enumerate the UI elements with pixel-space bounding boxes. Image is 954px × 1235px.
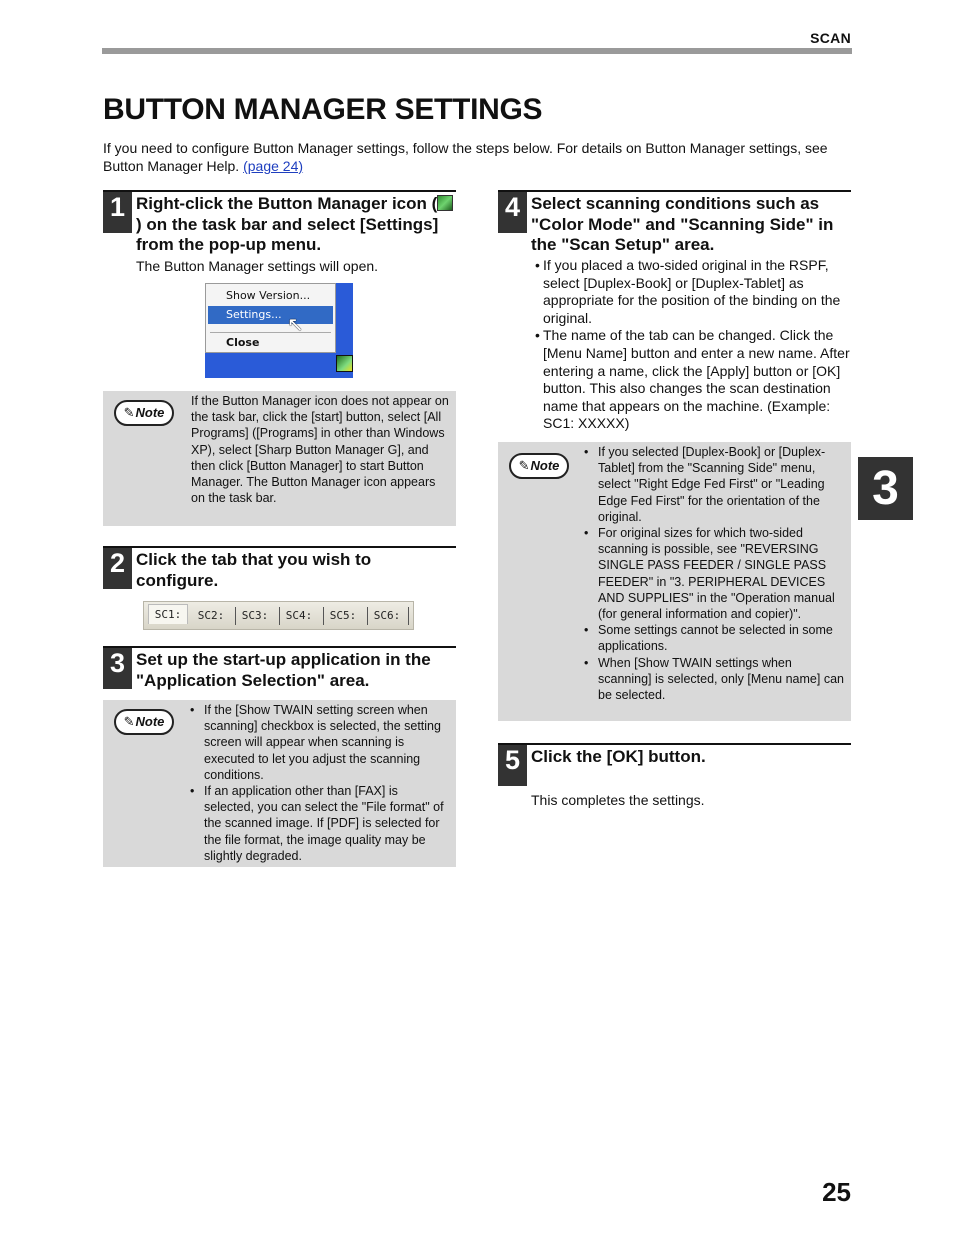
step-4-bullets — [535, 257, 851, 433]
menu-separator — [210, 332, 331, 333]
page-number: 25 — [822, 1177, 851, 1207]
list-item: • Some settings cannot be selected in some applications. — [584, 622, 844, 654]
step-title: Select scanning conditions such as "Color Mode" and "Scanning Side" in the "Scan Setup" area. — [531, 194, 834, 254]
tab-sc5[interactable]: SC5: — [329, 609, 357, 622]
step-title — [136, 194, 456, 256]
list-item: • If an application other than [FAX] is selected, you can select the "File format" of the scanned image. If [PDF] is selected for the file format, the image quality may be slightly degraded. — [190, 783, 450, 864]
step-title-part: Right-click the Button Manager icon ( — [136, 194, 438, 213]
step-4-note — [498, 442, 851, 721]
header-rule — [102, 48, 852, 54]
tab-sc1[interactable]: SC1: — [148, 604, 188, 624]
step-number: 4 — [498, 192, 527, 233]
step-3-note — [103, 700, 456, 867]
step-2-header — [103, 546, 456, 590]
menu-item-settings[interactable]: Settings... — [208, 306, 333, 324]
note-badge — [114, 400, 174, 426]
page-title: BUTTON MANAGER SETTINGS — [103, 93, 543, 126]
pencil-icon: ✎ — [518, 458, 530, 473]
list-item: • If you selected [Duplex-Book] or [Duplex-Tablet] from the "Scanning Side" menu, select "Right Edge Fed First" or "Leading Edge Fed First" for the orientation of the original. — [584, 444, 844, 525]
step-5-body: This completes the settings. — [531, 792, 705, 808]
section-label: SCAN — [810, 30, 851, 46]
chapter-tab: 3 — [858, 457, 913, 520]
pencil-icon: ✎ — [123, 405, 135, 420]
step-title: Click the [OK] button. — [531, 747, 706, 766]
step-title: Click the tab that you wish to configure. — [136, 550, 372, 590]
step-1-header — [103, 190, 456, 252]
button-manager-icon — [437, 195, 453, 211]
tab-sc2[interactable]: SC2: — [197, 609, 225, 622]
tray-icon[interactable] — [336, 355, 353, 372]
tabs-screenshot — [143, 601, 414, 630]
list-item: • The name of the tab can be changed. Click the [Menu Name] button and enter a new name. After entering a name, click the [Apply] button or [OK] button. This also changes the scan destination name that appears on the machine. (Example: SC1: XXXXX) — [535, 327, 851, 433]
step-5-header — [498, 743, 851, 787]
note-text: If the Button Manager icon does not appear on the task bar, click the [start] button, select [All Programs] ([Programs] in other than Windows XP), select [Sharp Button Manager G], and then click [Button Manager] to start Button Manager. The Button Manager icon appears on the task bar. — [191, 394, 449, 506]
note-list — [584, 444, 844, 703]
note-label: Note — [135, 405, 165, 420]
step-1-note — [103, 391, 456, 526]
list-item: • For original sizes for which two-sided scanning is possible, see "REVERSING SINGLE PASS FEEDER / SINGLE PASS FEEDER" in "3. PERIPHERAL DEVICES AND SUPPLIES" in the "Operation manual (for general information and copier)". — [584, 525, 844, 622]
mouse-cursor-icon: ↖ — [287, 314, 304, 336]
page-link[interactable]: (page 24) — [243, 158, 304, 174]
menu-item-show-version[interactable]: Show Version... — [226, 289, 311, 302]
list-item: • If you placed a two-sided original in the RSPF, select [Duplex-Book] or [Duplex-Tablet] as appropriate for the position of the binding on the original. — [535, 257, 851, 327]
note-label: Note — [135, 714, 165, 729]
note-label: Note — [530, 458, 560, 473]
tab-sc3[interactable]: SC3: — [241, 609, 269, 622]
note-badge — [114, 709, 174, 735]
tab-sc4[interactable]: SC4: — [285, 609, 313, 622]
step-title-part: ) on the task bar and select [Settings] from the pop-up menu. — [136, 214, 439, 254]
step-number: 1 — [103, 192, 132, 233]
note-badge — [509, 453, 569, 479]
step-title: Set up the start-up application in the "Application Selection" area. — [136, 650, 431, 690]
menu-item-close[interactable]: Close — [226, 336, 260, 349]
step-number: 5 — [498, 745, 527, 786]
step-number: 3 — [103, 648, 132, 689]
list-item: • If the [Show TWAIN setting screen when scanning] checkbox is selected, the setting screen will appear when scanning is executed to let you adjust the scanning conditions. — [190, 702, 450, 783]
note-list — [190, 702, 450, 864]
list-item: • When [Show TWAIN settings when scanning] is selected, only [Menu name] can be selected. — [584, 655, 844, 704]
popup-menu — [205, 283, 336, 353]
tab-separator — [408, 607, 409, 625]
step-1-body: The Button Manager settings will open. — [136, 258, 379, 274]
pencil-icon: ✎ — [123, 714, 135, 729]
step-4-header — [498, 190, 851, 252]
step-number: 2 — [103, 548, 132, 589]
intro-text: If you need to configure Button Manager settings, follow the steps below. For details on Button Manager settings, see Button Manager Help. — [103, 140, 828, 174]
tab-sc6[interactable]: SC6: — [373, 609, 401, 622]
popup-menu-screenshot — [205, 283, 353, 378]
intro-paragraph — [103, 139, 848, 175]
step-3-header — [103, 646, 456, 690]
